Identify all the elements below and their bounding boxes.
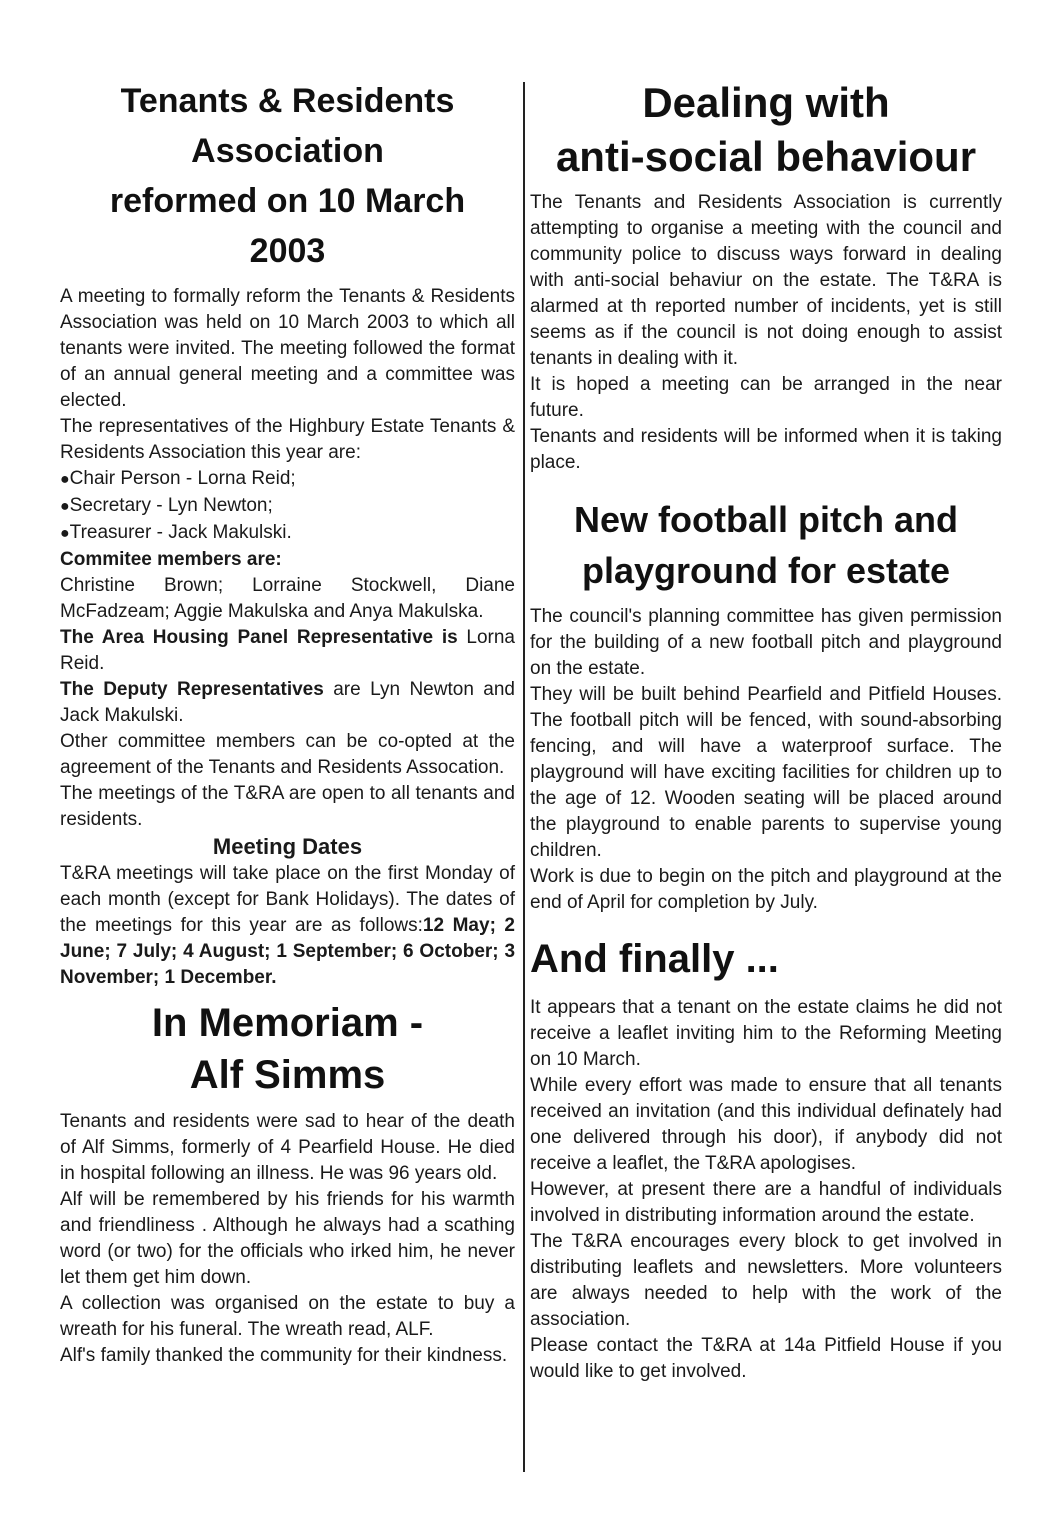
bullet-text: Secretary - Lyn Newton;: [69, 495, 273, 516]
memoriam-heading: [60, 997, 515, 1101]
asb-article: [530, 76, 1002, 476]
meeting-dates-3: 3 November; 1 December.: [60, 941, 516, 988]
football-para-3: Work is due to begin on the pitch and playground at the end of April for completion by July.: [530, 866, 1002, 913]
column-divider: [523, 82, 525, 1472]
committee-heading: Commitee members are:: [60, 549, 282, 570]
panel-text: Lorna Reid.: [60, 627, 515, 674]
meetings-paragraph: [60, 861, 515, 991]
football-article: [530, 494, 1002, 916]
memoriam-article: [60, 997, 515, 1369]
asb-heading: [530, 76, 1002, 184]
football-para-2: They will be built behind Pearfield and Pitfield Houses. The football pitch will be fenced, with sound-absorbing fencing, and will have a waterproof surface. The playground will have exciting facilities for children up to the age of 12. Wooden seating will be placed around the playground to enable parents to supervise young children.: [530, 684, 1002, 861]
football-para-1: The council's planning committee has given permission for the building of a new football pitch and playground on the estate.: [530, 606, 1002, 679]
tra-article: [60, 76, 515, 833]
meetings-heading: Meeting Dates: [212, 834, 363, 859]
bullet-chair: ●Chair Person - Lorna Reid;: [60, 468, 296, 489]
finally-para-4: The T&RA encourages every block to get involved in distributing leaflets and newsletters. More volunteers are always needed to help with the work of the association.: [530, 1231, 1002, 1330]
deputy-bold: The Deputy Representatives: [60, 679, 324, 700]
meetings-section: [60, 833, 515, 991]
asb-heading-line: Dealing with: [642, 79, 890, 126]
tra-para-1: A meeting to formally reform the Tenants & Residents Association was held on 10 March 2003 to which all tenants were invited. The meeting followed the format of an annual general meeting and a committee was elected.: [60, 286, 515, 411]
tra-para-2: The representatives of the Highbury Estate Tenants & Residents Association this year are:: [60, 416, 515, 463]
memoriam-para-3: A collection was organised on the estate to buy a wreath for his funeral. The wreath read, ALF.: [60, 1293, 515, 1340]
tra-heading-line: reformed on 10 March: [109, 182, 466, 220]
deputy-paragraph: [60, 677, 515, 729]
meeting-dates-2: 4 August; 1 September; 6 October;: [183, 941, 499, 962]
asb-para-2: It is hoped a meeting can be arranged in the near future.: [530, 374, 1002, 421]
memoriam-heading-line: Alf Simms: [189, 1053, 386, 1097]
deputy-text: are Lyn Newton and Jack Makulski.: [60, 679, 515, 726]
finally-para-3: However, at present there are a handful of individuals involved in distributing information around the estate.: [530, 1179, 1002, 1226]
open-paragraph: The meetings of the T&RA are open to all tenants and residents.: [60, 783, 515, 830]
memoriam-para-4: Alf's family thanked the community for their kindness.: [60, 1345, 508, 1366]
bullet-secretary: ●Secretary - Lyn Newton;: [60, 495, 273, 516]
tra-heading-line: Association: [191, 132, 384, 170]
meeting-dates-1: 12 May; 2 June; 7 July;: [60, 915, 516, 962]
bullet-treasurer: ●Treasurer - Jack Makulski.: [60, 522, 292, 543]
right-column: [530, 72, 1002, 1385]
football-heading-line: playground for estate: [581, 550, 951, 591]
tra-heading: [60, 76, 515, 276]
committee-text: Christine Brown; Lorraine Stockwell, Diane McFadzeam; Aggie Makulska and Anya Makulska.: [60, 575, 515, 622]
asb-para-3: Tenants and residents will be informed when it is taking place.: [530, 426, 1002, 473]
finally-para-5: Please contact the T&RA at 14a Pitfield House if you would like to get involved.: [530, 1335, 1002, 1382]
memoriam-para-1: Tenants and residents were sad to hear of the death of Alf Simms, formerly of 4 Pearfield House. He died in hospital following an illness. He was 96 years old.: [60, 1111, 515, 1184]
bullet-text: Chair Person - Lorna Reid;: [69, 468, 296, 489]
tra-heading-line: 2003: [249, 232, 326, 270]
bullet-text: Treasurer - Jack Makulski.: [69, 522, 292, 543]
finally-heading: And finally ...: [530, 937, 779, 981]
panel-bold: The Area Housing Panel Representative is: [60, 627, 458, 648]
football-heading-line: New football pitch and: [574, 499, 958, 540]
football-heading: [530, 494, 1002, 596]
tra-heading-line: Tenants & Residents: [120, 82, 455, 120]
asb-para-1: The Tenants and Residents Association is currently attempting to organise a meeting with the council and community police to discuss ways forward in dealing with anti-social behaviur on the estate. The T&RA is alarmed at th reported number of incidents, yet is still seems as if the council is not doing enough to assist tenants in dealing with it.: [530, 192, 1002, 369]
coopt-paragraph: Other committee members can be co-opted at the agreement of the Tenants and Residents Assocation.: [60, 731, 515, 778]
memoriam-para-2: Alf will be remembered by his friends for his warmth and friendliness . Although he always had a scathing word (or two) for the officials who irked him, he never let them get him down.: [60, 1189, 515, 1288]
left-column: [60, 72, 515, 1369]
finally-para-1: It appears that a tenant on the estate claims he did not receive a leaflet inviting him to the Reforming Meeting on 10 March.: [530, 997, 1002, 1070]
memoriam-heading-line: In Memoriam -: [151, 1001, 424, 1045]
panel-paragraph: [60, 625, 515, 677]
finally-article: [530, 934, 1002, 1385]
finally-para-2: While every effort was made to ensure that all tenants received an invitation (and this individual definately had one delivered through his door), if anybody did not receive a leaflet, the T&RA apologises.: [530, 1075, 1002, 1174]
meetings-text: T&RA meetings will take place on the first Monday of each month (except for Bank Holidays). The dates of the meetings for this year are as follows:: [60, 863, 515, 936]
asb-heading-line: anti-social behaviour: [555, 133, 977, 180]
